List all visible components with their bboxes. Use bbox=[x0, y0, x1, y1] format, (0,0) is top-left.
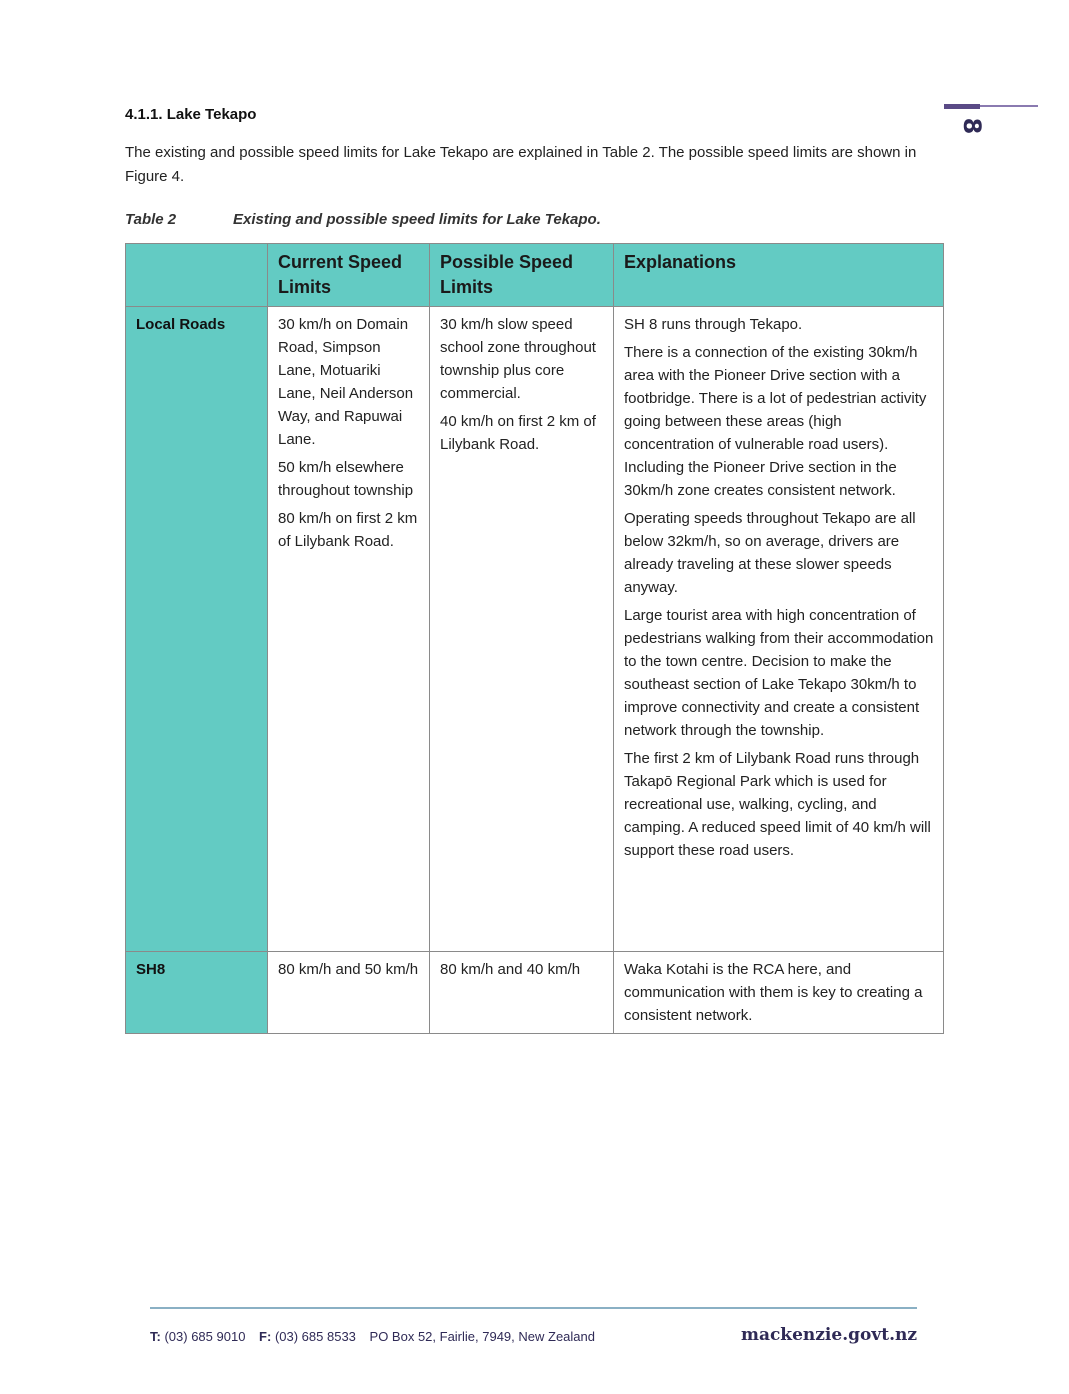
page-number: 8 bbox=[958, 117, 986, 135]
cell-paragraph: 30 km/h slow speed school zone throughout township plus core commercial. bbox=[440, 316, 596, 402]
current-cell bbox=[268, 307, 430, 952]
explanation-cell bbox=[614, 952, 944, 1034]
cell-paragraph: 80 km/h and 50 km/h bbox=[278, 961, 419, 978]
table-row bbox=[126, 307, 944, 952]
footer-contact bbox=[150, 1329, 595, 1344]
phone-number: (03) 685 9010 bbox=[164, 1329, 246, 1344]
speed-limits-table bbox=[125, 243, 944, 1034]
cell-paragraph: 80 km/h on first 2 km of Lilybank Road. bbox=[278, 510, 418, 550]
fax-number: (03) 685 8533 bbox=[274, 1329, 356, 1344]
cell-paragraph: Large tourist area with high concentration of pedestrians walking from their accommodation to the town centre. Decision to make the southeast section of Lake Tekapo 30km/h to improve connectivity and create a consistent network through the township. bbox=[624, 607, 934, 739]
cell-paragraph: 30 km/h on Domain Road, Simpson Lane, Motuariki Lane, Neil Anderson Way, and Rapuwai Lane. bbox=[278, 316, 414, 448]
header-possible: Possible Speed Limits bbox=[430, 244, 614, 307]
row-label: Local Roads bbox=[126, 307, 268, 952]
table-header-row bbox=[126, 244, 944, 307]
cell-paragraph: 80 km/h and 40 km/h bbox=[440, 961, 581, 978]
intro-paragraph: The existing and possible speed limits for Lake Tekapo are explained in Table 2. The possible speed limits are shown in Figure 4. bbox=[125, 144, 917, 185]
caption-text: Existing and possible speed limits for Lake Tekapo. bbox=[233, 211, 601, 228]
postal-address: PO Box 52, Fairlie, 7949, New Zealand bbox=[369, 1329, 595, 1344]
section-heading: 4.1.1. Lake Tekapo bbox=[125, 106, 257, 123]
row-label: SH8 bbox=[126, 952, 268, 1034]
cell-paragraph: SH 8 runs through Tekapo. bbox=[624, 316, 803, 333]
explanation-cell bbox=[614, 307, 944, 952]
header-blank bbox=[126, 244, 268, 307]
website-link[interactable]: mackenzie.govt.nz bbox=[740, 1325, 917, 1345]
table-row bbox=[126, 952, 944, 1034]
footer-divider bbox=[150, 1307, 917, 1309]
cell-paragraph: Operating speeds throughout Tekapo are all below 32km/h, so on average, drivers are already traveling at these slower speeds anyway. bbox=[624, 510, 916, 596]
caption-label: Table 2 bbox=[125, 211, 177, 228]
table-caption bbox=[125, 211, 601, 228]
header-explanations: Explanations bbox=[614, 244, 944, 307]
header-current: Current Speed Limits bbox=[268, 244, 430, 307]
cell-paragraph: Waka Kotahi is the RCA here, and communication with them is key to creating a consistent network. bbox=[624, 961, 923, 1024]
current-cell bbox=[268, 952, 430, 1034]
cell-paragraph: There is a connection of the existing 30km/h area with the Pioneer Drive section with a footbridge. There is a lot of pedestrian activity going between these areas (high concentration of vulnerable road users). Including the Pioneer Drive section in the 30km/h zone creates consistent network. bbox=[624, 344, 927, 499]
fax-label: F: bbox=[259, 1329, 272, 1344]
possible-cell bbox=[430, 952, 614, 1034]
cell-paragraph: 40 km/h on first 2 km of Lilybank Road. bbox=[440, 413, 596, 453]
possible-cell bbox=[430, 307, 614, 952]
cell-paragraph: 50 km/h elsewhere throughout township bbox=[278, 459, 414, 499]
cell-paragraph: The first 2 km of Lilybank Road runs through Takapō Regional Park which is used for recreational use, walking, cycling, and camping. A reduced speed limit of 40 km/h will support these road users. bbox=[624, 750, 931, 859]
phone-label: T: bbox=[150, 1329, 161, 1344]
